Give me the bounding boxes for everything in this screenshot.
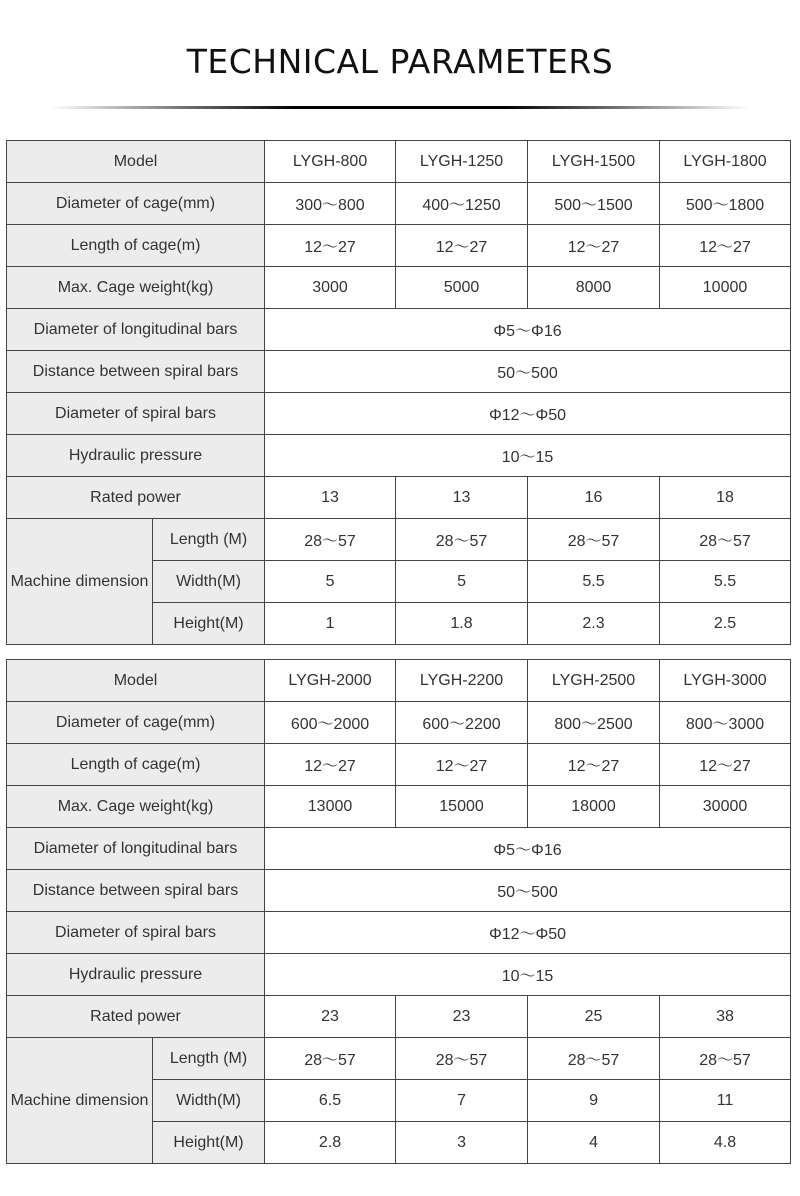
value-cell: 50～500 [265,870,791,912]
value-cell: 23 [396,996,528,1038]
label-length-cage: Length of cage(m) [7,225,265,267]
label-max-weight: Max. Cage weight(kg) [7,267,265,309]
model-cell: LYGH-800 [265,141,396,183]
row-diameter-spiral [7,393,791,435]
value-cell: 400～1250 [396,183,528,225]
value-cell: 12～27 [396,225,528,267]
label-model: Model [7,141,265,183]
value-cell: 12～27 [660,225,791,267]
value-cell: 4 [528,1122,660,1164]
value-cell: 28～57 [265,1038,396,1080]
value-cell: 18 [660,477,791,519]
label-max-weight: Max. Cage weight(kg) [7,786,265,828]
value-cell: 6.5 [265,1080,396,1122]
row-diameter-cage [7,702,791,744]
value-cell: 13 [396,477,528,519]
value-cell: 18000 [528,786,660,828]
row-rated-power [7,477,791,519]
value-cell: 12～27 [660,744,791,786]
value-cell: 5.5 [660,561,791,603]
label-rated-power: Rated power [7,477,265,519]
value-cell: 28～57 [528,1038,660,1080]
value-cell: 9 [528,1080,660,1122]
model-cell: LYGH-2000 [265,660,396,702]
value-cell: 600～2000 [265,702,396,744]
row-diameter-long-bars [7,309,791,351]
value-cell: 2.3 [528,603,660,645]
model-cell: LYGH-1800 [660,141,791,183]
value-cell: Φ5～Φ16 [265,828,791,870]
row-length-cage [7,744,791,786]
value-cell: 12～27 [265,225,396,267]
value-cell: 1.8 [396,603,528,645]
label-length: Length (M) [153,519,265,561]
label-hydraulic: Hydraulic pressure [7,435,265,477]
value-cell: 10～15 [265,435,791,477]
model-cell: LYGH-1500 [528,141,660,183]
label-distance-spiral: Distance between spiral bars [7,870,265,912]
value-cell: 2.8 [265,1122,396,1164]
value-cell: 5 [396,561,528,603]
row-length-cage [7,225,791,267]
value-cell: 25 [528,996,660,1038]
label-distance-spiral: Distance between spiral bars [7,351,265,393]
model-cell: LYGH-2500 [528,660,660,702]
spec-table-2 [6,659,791,1164]
label-length: Length (M) [153,1038,265,1080]
value-cell: 10000 [660,267,791,309]
value-cell: 28～57 [265,519,396,561]
value-cell: 3000 [265,267,396,309]
value-cell: 28～57 [396,519,528,561]
title-underline [50,106,750,109]
row-diameter-long-bars [7,828,791,870]
value-cell: 7 [396,1080,528,1122]
value-cell: Φ5～Φ16 [265,309,791,351]
label-hydraulic: Hydraulic pressure [7,954,265,996]
row-hydraulic [7,435,791,477]
value-cell: 12～27 [265,744,396,786]
value-cell: 5.5 [528,561,660,603]
value-cell: 2.5 [660,603,791,645]
label-machine-dimension: Machine dimension [7,519,153,645]
label-model: Model [7,660,265,702]
spec-table-1 [6,140,791,645]
value-cell: 800～3000 [660,702,791,744]
model-cell: LYGH-3000 [660,660,791,702]
value-cell: 50～500 [265,351,791,393]
row-max-weight [7,267,791,309]
value-cell: 1 [265,603,396,645]
row-length [7,519,791,561]
value-cell: 30000 [660,786,791,828]
value-cell: 500～1800 [660,183,791,225]
value-cell: 28～57 [396,1038,528,1080]
value-cell: 500～1500 [528,183,660,225]
row-distance-spiral [7,870,791,912]
row-model [7,660,791,702]
label-diameter-long-bars: Diameter of longitudinal bars [7,828,265,870]
row-rated-power [7,996,791,1038]
row-hydraulic [7,954,791,996]
value-cell: 5 [265,561,396,603]
label-length-cage: Length of cage(m) [7,744,265,786]
label-rated-power: Rated power [7,996,265,1038]
value-cell: 13000 [265,786,396,828]
value-cell: 3 [396,1122,528,1164]
model-cell: LYGH-2200 [396,660,528,702]
label-machine-dimension: Machine dimension [7,1038,153,1164]
label-diameter-spiral: Diameter of spiral bars [7,912,265,954]
row-length [7,1038,791,1080]
value-cell: 28～57 [660,1038,791,1080]
label-diameter-cage: Diameter of cage(mm) [7,183,265,225]
value-cell: 12～27 [396,744,528,786]
value-cell: 15000 [396,786,528,828]
value-cell: 4.8 [660,1122,791,1164]
row-model [7,141,791,183]
value-cell: 38 [660,996,791,1038]
model-cell: LYGH-1250 [396,141,528,183]
value-cell: Φ12～Φ50 [265,912,791,954]
value-cell: 800～2500 [528,702,660,744]
label-height: Height(M) [153,603,265,645]
row-distance-spiral [7,351,791,393]
value-cell: 300～800 [265,183,396,225]
value-cell: 12～27 [528,744,660,786]
value-cell: 5000 [396,267,528,309]
value-cell: 600～2200 [396,702,528,744]
label-diameter-long-bars: Diameter of longitudinal bars [7,309,265,351]
value-cell: 8000 [528,267,660,309]
label-height: Height(M) [153,1122,265,1164]
value-cell: 10～15 [265,954,791,996]
value-cell: 11 [660,1080,791,1122]
page-title: TECHNICAL PARAMETERS [186,42,614,81]
value-cell: 28～57 [528,519,660,561]
row-max-weight [7,786,791,828]
value-cell: Φ12～Φ50 [265,393,791,435]
row-diameter-spiral [7,912,791,954]
label-diameter-spiral: Diameter of spiral bars [7,393,265,435]
value-cell: 16 [528,477,660,519]
value-cell: 12～27 [528,225,660,267]
label-width: Width(M) [153,1080,265,1122]
value-cell: 13 [265,477,396,519]
label-width: Width(M) [153,561,265,603]
row-diameter-cage [7,183,791,225]
label-diameter-cage: Diameter of cage(mm) [7,702,265,744]
value-cell: 23 [265,996,396,1038]
value-cell: 28～57 [660,519,791,561]
